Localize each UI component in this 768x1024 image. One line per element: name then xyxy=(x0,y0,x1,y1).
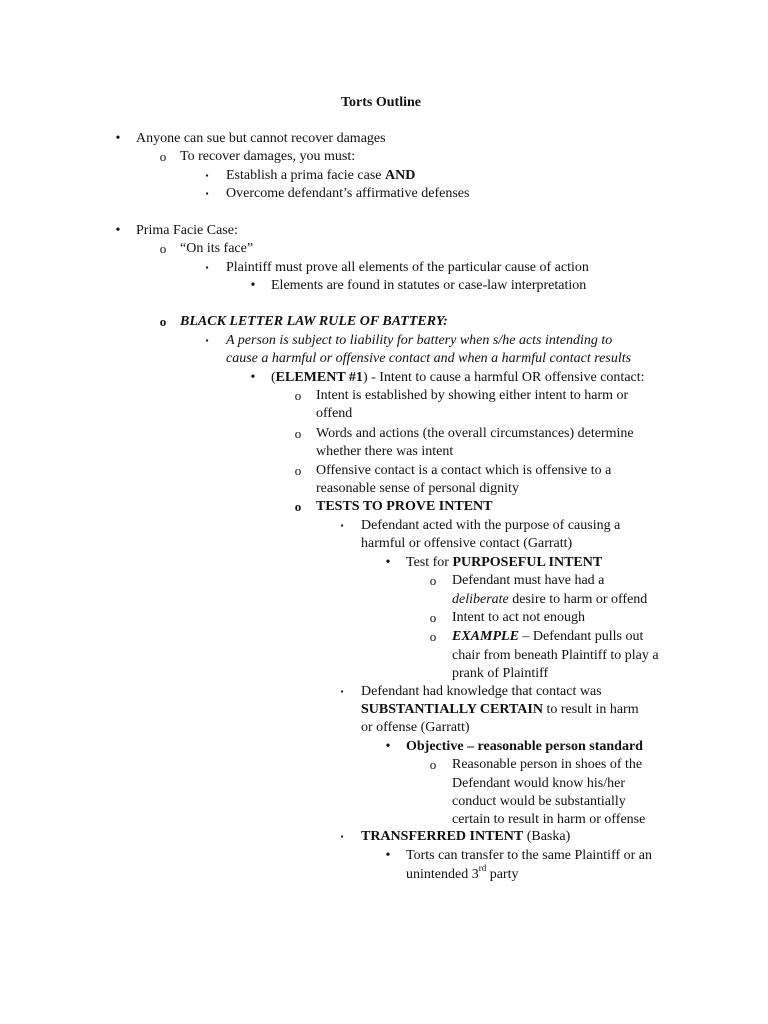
outline-item: conduct would be substantially xyxy=(452,794,626,809)
outline-item: Prima Facie Case: xyxy=(136,223,238,238)
square-marker: ▪ xyxy=(205,171,209,180)
outline-item: prank of Plaintiff xyxy=(452,666,549,681)
outline-item: Plaintiff must prove all elements of the particular cause of action xyxy=(226,260,589,275)
outline-item: SUBSTANTIALLY CERTAIN to result in harm xyxy=(361,702,639,717)
outline-item: Test for PURPOSEFUL INTENT xyxy=(406,555,603,570)
square-marker: ▪ xyxy=(340,832,344,841)
outline-item: EXAMPLE – Defendant pulls out xyxy=(452,629,644,644)
outline-item: whether there was intent xyxy=(316,444,454,459)
bullet-marker: • xyxy=(250,370,256,385)
circle-marker: o xyxy=(294,463,302,478)
circle-marker: o xyxy=(294,426,302,441)
outline-item: (ELEMENT #1) - Intent to cause a harmful OR offensive contact: xyxy=(271,370,645,385)
rule-text: cause a harmful or offensive contact and when a harmful contact results xyxy=(226,351,632,366)
page-title: Torts Outline xyxy=(341,95,421,110)
square-marker: ▪ xyxy=(205,336,209,345)
subsection-heading: TESTS TO PROVE INTENT xyxy=(316,499,493,514)
square-marker: ▪ xyxy=(205,263,209,272)
outline-item: reasonable sense of personal dignity xyxy=(316,481,519,496)
outline-item: Intent to act not enough xyxy=(452,610,585,625)
circle-marker: o xyxy=(159,241,167,256)
bullet-marker: • xyxy=(385,739,391,754)
circle-marker: o xyxy=(294,388,302,403)
circle-marker: o xyxy=(429,573,437,588)
outline-item: Defendant must have had a xyxy=(452,573,605,588)
square-marker: ▪ xyxy=(340,521,344,530)
bullet-marker: • xyxy=(385,848,391,863)
outline-item: Objective – reasonable person standard xyxy=(406,739,643,754)
outline-item: Overcome defendant’s affirmative defenses xyxy=(226,186,470,201)
circle-marker: o xyxy=(429,629,437,644)
bullet-marker: • xyxy=(115,223,121,238)
circle-marker: o xyxy=(159,314,167,329)
circle-marker: o xyxy=(429,757,437,772)
outline-item: deliberate desire to harm or offend xyxy=(452,592,648,607)
outline-item: or offense (Garratt) xyxy=(361,720,470,735)
bullet-marker: • xyxy=(385,555,391,570)
outline-item: chair from beneath Plaintiff to play a xyxy=(452,648,659,663)
square-marker: ▪ xyxy=(340,687,344,696)
circle-marker: o xyxy=(429,610,437,625)
outline-item: Torts can transfer to the same Plaintiff or an xyxy=(406,848,653,863)
circle-marker: o xyxy=(294,499,302,514)
outline-item: Establish a prima facie case AND xyxy=(226,168,416,183)
outline-item: Intent is established by showing either intent to harm or xyxy=(316,388,629,403)
outline-item: Offensive contact is a contact which is offensive to a xyxy=(316,463,612,478)
outline-item: TRANSFERRED INTENT (Baska) xyxy=(361,829,571,844)
outline-item: offend xyxy=(316,406,353,421)
outline-item: certain to result in harm or offense xyxy=(452,812,646,827)
outline-item: Words and actions (the overall circumstances) determine xyxy=(316,426,634,441)
outline-item: Elements are found in statutes or case-law interpretation xyxy=(271,278,587,293)
outline-item: Reasonable person in shoes of the xyxy=(452,757,643,772)
rule-text: A person is subject to liability for battery when s/he acts intending to xyxy=(226,333,613,348)
section-heading: BLACK LETTER LAW RULE OF BATTERY: xyxy=(180,314,448,329)
outline-item: harmful or offensive contact (Garratt) xyxy=(361,536,573,551)
outline-item: Defendant would know his/her xyxy=(452,776,626,791)
outline-item: Anyone can sue but cannot recover damages xyxy=(136,131,386,146)
outline-item: “On its face” xyxy=(180,241,254,256)
outline-item: To recover damages, you must: xyxy=(180,149,356,164)
outline-item: Defendant had knowledge that contact was xyxy=(361,684,602,699)
square-marker: ▪ xyxy=(205,189,209,198)
bullet-marker: • xyxy=(115,131,121,146)
circle-marker: o xyxy=(159,149,167,164)
outline-item: unintended 3rd party xyxy=(406,863,519,882)
bullet-marker: • xyxy=(250,278,256,293)
outline-item: Defendant acted with the purpose of causing a xyxy=(361,518,621,533)
